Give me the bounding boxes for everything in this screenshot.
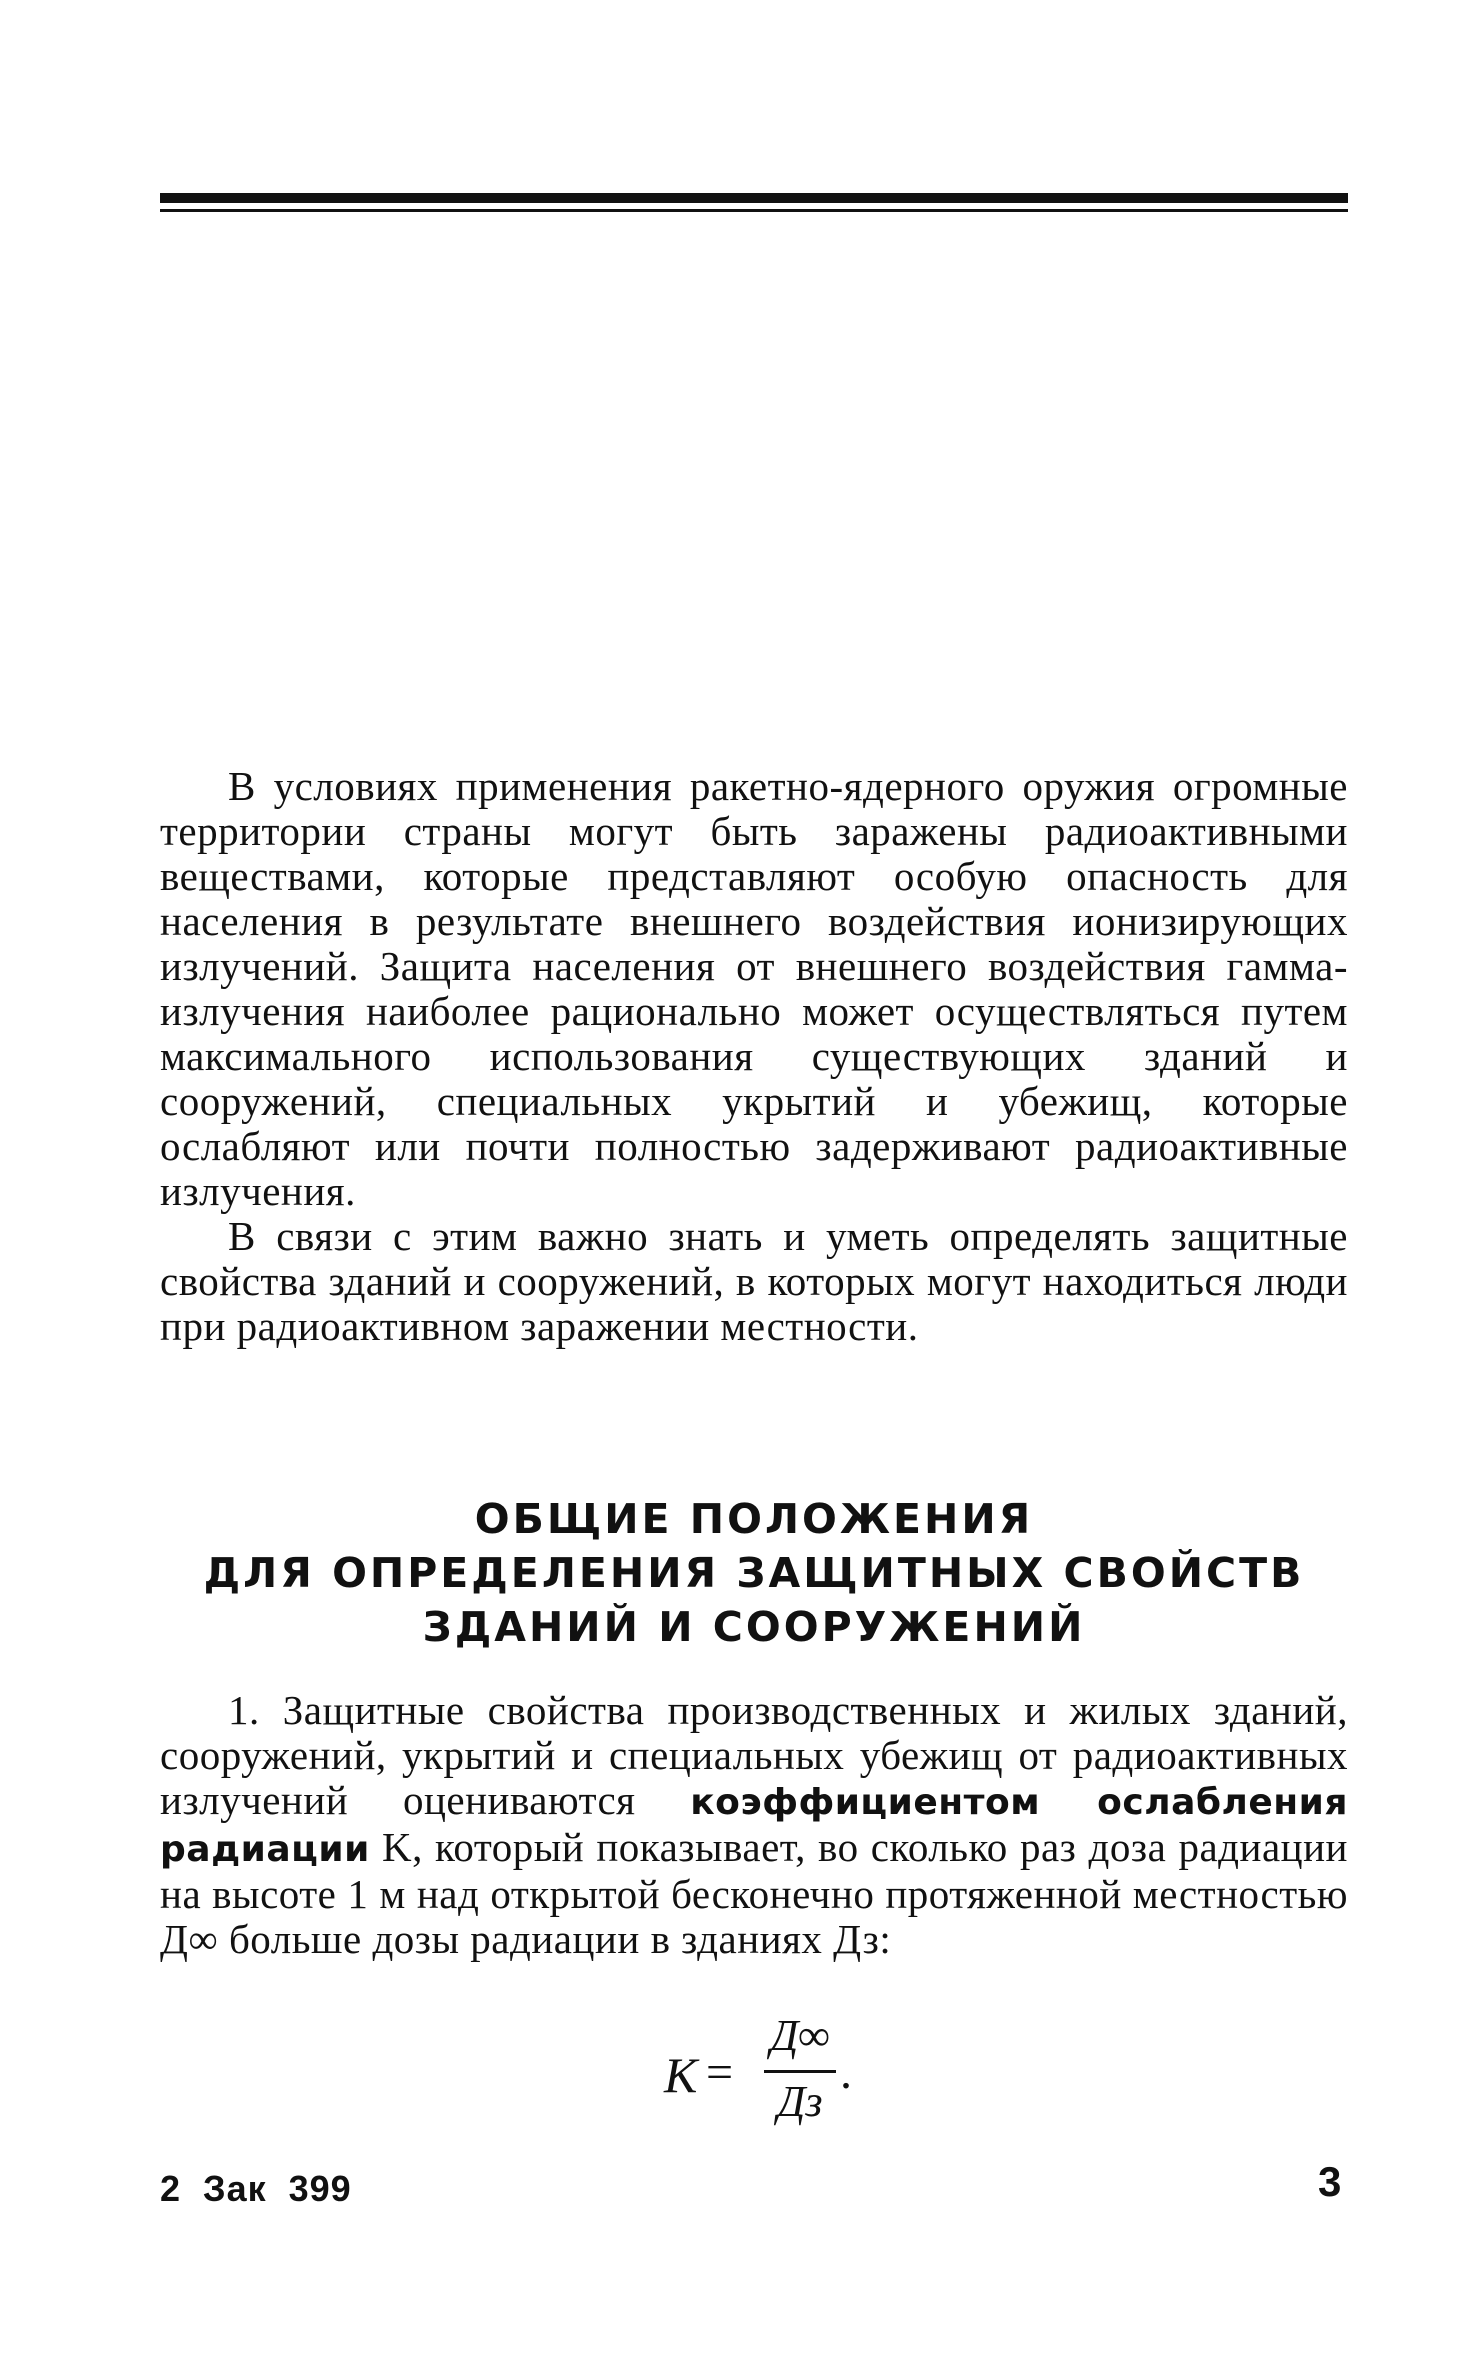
page-number: 3 (1318, 2158, 1342, 2205)
top-rule-thick (160, 193, 1348, 203)
heading-line-1: ОБЩИЕ ПОЛОЖЕНИЯ (474, 1495, 1034, 1543)
section-1-paragraph (160, 1688, 1348, 1962)
formula-end: . (840, 2046, 852, 2099)
intro-paragraph-1: В условиях применения ракетно-ядерного оружия огромные территории страны могут быть заражены радиоактивными веществами, которые представляют особую опасность для населения в результате внешнего воздействия ионизирующих излучений. Защита населения от внешнего воздействия гамма-излучения наиболее рационально может осуществляться путем максимального использования существующих зданий и сооружений, специальных укрытий и убежищ, которые ослабляют или почти полностью задерживают радиоактивные излучения. (160, 763, 1348, 1214)
top-rule-thin (160, 209, 1348, 212)
order-number: 399 (288, 2168, 352, 2209)
section-heading (160, 1492, 1348, 1654)
fraction-bar (764, 2070, 836, 2073)
attenuation-formula (664, 2008, 904, 2128)
formula-numerator: Д∞ (770, 2011, 830, 2060)
section-1-number: 1. (228, 1687, 260, 1733)
defined-term: коэффициентом ослабления радиации (160, 1782, 1348, 1870)
heading-line-3: ЗДАНИЙ И СООРУЖЕНИЙ (422, 1603, 1086, 1651)
section-1-text-before-term: Защитные свойства производственных и жилых зданий, сооружений, укрытий и специальных убежищ от радиоактивных излучений оцениваются (160, 1687, 1348, 1823)
intro-text (160, 764, 1348, 1349)
formula-equals: = (706, 2046, 734, 2099)
order-label: Зак (203, 2168, 267, 2209)
section-1-text-after-term: K, который показывает, во сколько раз доза радиации на высоте 1 м над открытой бесконечно протяженной местностью Д∞ больше дозы радиации в зданиях Дз: (160, 1824, 1348, 1962)
print-signature (160, 2168, 352, 2210)
formula-fraction (760, 2008, 840, 2128)
formula-lhs: K (664, 2047, 698, 2103)
heading-line-2: ДЛЯ ОПРЕДЕЛЕНИЯ ЗАЩИТНЫХ СВОЙСТВ (203, 1549, 1305, 1597)
intro-paragraph-2: В связи с этим важно знать и уметь определять защитные свойства зданий и сооружений, в которых могут находиться люди при радиоактивном заражении местности. (160, 1213, 1348, 1349)
signature-number: 2 (160, 2168, 182, 2209)
formula-denominator: Дз (777, 2077, 823, 2126)
section-1-text (160, 1688, 1348, 1962)
